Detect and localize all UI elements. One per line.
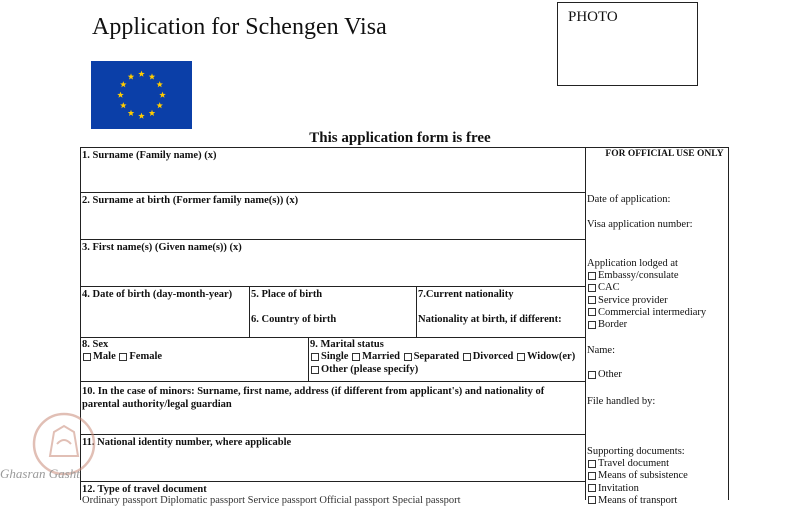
checkbox-official-other[interactable] — [588, 371, 596, 379]
watermark-logo-icon — [30, 408, 130, 500]
checkbox-female[interactable] — [119, 353, 127, 361]
supporting-label: Means of subsistence — [598, 470, 688, 482]
checkbox-married[interactable] — [352, 353, 360, 361]
lodged-checkbox[interactable] — [588, 296, 596, 304]
table-border-right — [728, 147, 729, 500]
official-supporting-docs: Supporting documents: — [587, 446, 685, 457]
field-date-of-birth[interactable]: 4. Date of birth (day-month-year) — [82, 289, 233, 300]
row-divider — [80, 337, 585, 338]
field-surname[interactable]: 1. Surname (Family name) (x) — [82, 150, 217, 161]
row-divider — [80, 481, 585, 482]
field-travel-document-type: 12. Type of travel document — [82, 484, 207, 495]
label-single: Single — [321, 351, 349, 362]
field-surname-at-birth[interactable]: 2. Surname at birth (Former family name(s)) (x) — [82, 195, 299, 206]
travel-document-options[interactable]: Ordinary passport Diplomatic passport Service passport Official passport Special passport — [82, 495, 461, 506]
field-minors-line2: parental authority/legal guardian — [82, 399, 232, 410]
row-divider — [80, 192, 585, 193]
checkbox-male[interactable] — [83, 353, 91, 361]
row-divider — [80, 381, 585, 382]
label-widow: Widow(er) — [526, 351, 576, 362]
checkbox-other-marital[interactable] — [311, 366, 319, 374]
lodged-label: Service provider — [598, 294, 668, 306]
field-national-id[interactable]: 11. National identity number, where applicable — [82, 437, 292, 448]
watermark-text: Ghasran Gasht — [0, 466, 80, 481]
lodged-option — [587, 319, 627, 331]
marital-other-row — [310, 364, 418, 376]
field-first-name[interactable]: 3. First name(s) (Given name(s)) (x) — [82, 242, 242, 253]
label-official-other: Other — [598, 369, 622, 380]
supporting-option — [587, 495, 677, 507]
label-separated: Separated — [413, 351, 460, 362]
form-title: Application for Schengen Visa — [92, 14, 387, 40]
supporting-option — [587, 483, 639, 495]
photo-box — [557, 2, 698, 86]
lodged-option — [587, 270, 678, 282]
field-sex: 8. Sex — [82, 339, 109, 350]
marital-options — [310, 351, 575, 363]
row-divider — [80, 286, 585, 287]
field-minors-line1[interactable]: 10. In the case of minors: Surname, first name, address (if different from applicant's) and nationality of — [82, 386, 545, 397]
field-current-nationality[interactable]: 7.Current nationality — [418, 289, 514, 300]
table-divider-official — [585, 147, 586, 500]
supporting-checkbox[interactable] — [588, 496, 596, 504]
lodged-option — [587, 295, 668, 307]
row-divider — [80, 239, 585, 240]
row-divider — [80, 434, 585, 435]
col-divider — [416, 286, 417, 337]
lodged-label: Embassy/consulate — [598, 270, 679, 281]
free-notice: This application form is free — [309, 130, 491, 146]
label-married: Married — [362, 351, 400, 362]
checkbox-separated[interactable] — [404, 353, 412, 361]
lodged-checkbox[interactable] — [588, 308, 596, 316]
official-date-of-application: Date of application: — [587, 194, 671, 205]
lodged-checkbox[interactable] — [588, 272, 596, 280]
checkbox-divorced[interactable] — [463, 353, 471, 361]
label-female: Female — [129, 351, 163, 362]
supporting-option — [587, 470, 688, 482]
supporting-checkbox[interactable] — [588, 460, 596, 468]
checkbox-single[interactable] — [311, 353, 319, 361]
field-nationality-at-birth[interactable]: Nationality at birth, if different: — [418, 314, 562, 325]
label-divorced: Divorced — [472, 351, 514, 362]
label-other-marital: Other (please specify) — [321, 364, 419, 375]
lodged-checkbox[interactable] — [588, 321, 596, 329]
supporting-label: Invitation — [598, 482, 639, 494]
lodged-option — [587, 282, 620, 294]
lodged-label: Border — [598, 319, 628, 331]
col-divider — [249, 286, 250, 337]
photo-label: PHOTO — [568, 9, 618, 25]
official-other-row — [587, 369, 622, 381]
supporting-checkbox[interactable] — [588, 472, 596, 480]
sex-options — [82, 351, 162, 363]
official-lodged-at: Application lodged at — [587, 258, 678, 269]
field-marital-status: 9. Marital status — [310, 339, 384, 350]
lodged-checkbox[interactable] — [588, 284, 596, 292]
supporting-option — [587, 458, 669, 470]
supporting-label: Travel document — [598, 458, 670, 469]
field-country-of-birth[interactable]: 6. Country of birth — [251, 314, 337, 325]
supporting-checkbox[interactable] — [588, 484, 596, 492]
official-visa-number: Visa application number: — [587, 219, 693, 230]
supporting-label: Means of transport — [598, 494, 678, 506]
lodged-option — [587, 307, 706, 319]
col-divider — [308, 337, 309, 381]
lodged-label: Commercial intermediary — [598, 306, 707, 318]
official-file-handled: File handled by: — [587, 396, 656, 407]
label-male: Male — [93, 351, 116, 362]
field-place-of-birth[interactable]: 5. Place of birth — [251, 289, 323, 300]
table-border-top — [80, 147, 729, 148]
official-use-heading: FOR OFFICIAL USE ONLY — [605, 149, 724, 159]
lodged-label: CAC — [598, 282, 620, 294]
checkbox-widow[interactable] — [517, 353, 525, 361]
eu-flag-icon — [91, 61, 192, 129]
official-name: Name: — [587, 345, 615, 356]
